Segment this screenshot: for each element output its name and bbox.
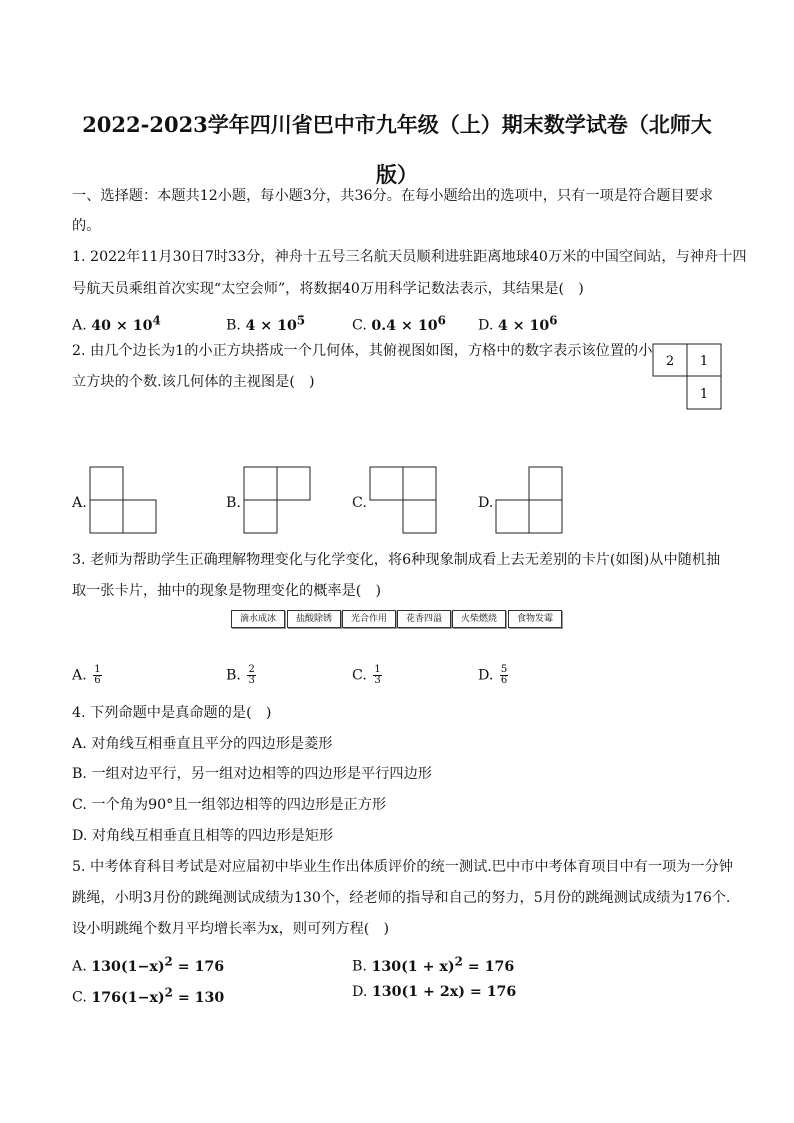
q2-top-view-grid — [652, 343, 724, 413]
q2-option-d-label: D. — [478, 495, 494, 511]
q3-line-2: 取一张卡片，抽中的现象是物理变化的概率是( ) — [72, 583, 382, 599]
title-line-1: 2022-2023学年四川省巴中市九年级（上）期末数学试卷（北师大 — [82, 112, 712, 137]
q2-option-b-figure — [243, 466, 313, 536]
q5-option-b: B. $130(1 + x)^2 = 176$ — [352, 954, 515, 975]
q5-option-c: C. $176(1-x)^2 = 130$ — [72, 985, 225, 1006]
q3-line-1: 3. 老师为帮助学生正确理解物理变化与化学变化，将6种现象制成看上去无差别的卡片(如图)从中随机抽 — [72, 552, 721, 568]
q3-card-5: 火柴燃烧 — [452, 610, 506, 628]
q1-line-1: 1. 2022年11月30日7时33分，神舟十五号三名航天员顺利进驻距离地球40万米的中国空间站，与神舟十四 — [72, 249, 747, 265]
section-heading-line-2: 的。 — [72, 218, 101, 234]
q2-option-a-figure — [89, 466, 159, 536]
section-heading-line-1: 一、选择题：本题共12小题，每小题3分，共36分。在每小题给出的选项中，只有一项是符合题目要求 — [72, 188, 714, 204]
grid-label-3: 1 — [699, 387, 709, 402]
q3-card-2: 盐酸除锈 — [287, 610, 341, 628]
q2-line-1: 2. 由几个边长为1的小正方块搭成一个几何体，其俯视图如图，方格中的数字表示该位置的小 — [72, 343, 653, 359]
q2-option-b-label: B. — [226, 495, 241, 511]
q2-option-a-label: A. — [72, 495, 87, 511]
grid-label-1: 2 — [665, 354, 675, 369]
q3-card-4: 花香四溢 — [397, 610, 451, 628]
q4-option-b: B. 一组对边平行，另一组对边相等的四边形是平行四边形 — [72, 766, 432, 782]
q3-option-a: A. $\frac{1}{6}$ — [72, 664, 101, 686]
title-line-2: 版） — [376, 162, 418, 187]
q3-card-3: 光合作用 — [342, 610, 396, 628]
q5-option-d: D. 130(1 + 2x) = 176 — [352, 984, 517, 1000]
q3-card-6: 食物发霉 — [508, 610, 562, 628]
q3-card-1: 滴水成冰 — [231, 610, 285, 628]
q2-line-2: 立方块的个数.该几何体的主视图是( ) — [72, 374, 315, 390]
q4-option-d: D. 对角线互相垂直且相等的四边形是矩形 — [72, 828, 334, 844]
q5-option-a: A. $130(1-x)^2 = 176$ — [72, 954, 225, 975]
q5-line-3: 设小明跳绳个数月平均增长率为x，则可列方程( ) — [72, 921, 390, 937]
q3-option-d: D. $\frac{5}{6}$ — [478, 664, 508, 686]
q1-option-d: D. $4 \times 10^6$ — [478, 313, 558, 334]
q1-option-a: A. $40 \times 10^4$ — [72, 313, 161, 334]
q1-option-b: B. $4 \times 10^5$ — [226, 313, 306, 334]
q3-option-c: C. $\frac{1}{3}$ — [352, 664, 381, 686]
q4-stem: 4. 下列命题中是真命题的是( ) — [72, 705, 272, 721]
q2-option-c-label: C. — [352, 495, 367, 511]
grid-label-2: 1 — [699, 354, 709, 369]
page-title — [60, 100, 734, 200]
q2-option-d-figure — [495, 466, 565, 536]
q4-option-a: A. 对角线互相垂直且平分的四边形是菱形 — [72, 736, 333, 752]
q1-line-2: 号航天员乘组首次实现“太空会师”，将数据40万用科学记数法表示，其结果是( ) — [72, 281, 584, 297]
q2-option-c-figure — [369, 466, 439, 536]
q5-line-1: 5. 中考体育科目考试是对应届初中毕业生作出体质评价的统一测试.巴中市中考体育项目中有一项为一分钟 — [72, 859, 733, 875]
q5-line-2: 跳绳，小明3月份的跳绳测试成绩为130个，经老师的指导和自己的努力，5月份的跳绳测试成绩为176个. — [72, 890, 731, 906]
q3-option-b: B. $\frac{2}{3}$ — [226, 664, 255, 686]
q1-option-c: C. $0.4 \times 10^6$ — [352, 313, 446, 334]
q4-option-c: C. 一个角为90°且一组邻边相等的四边形是正方形 — [72, 797, 387, 813]
